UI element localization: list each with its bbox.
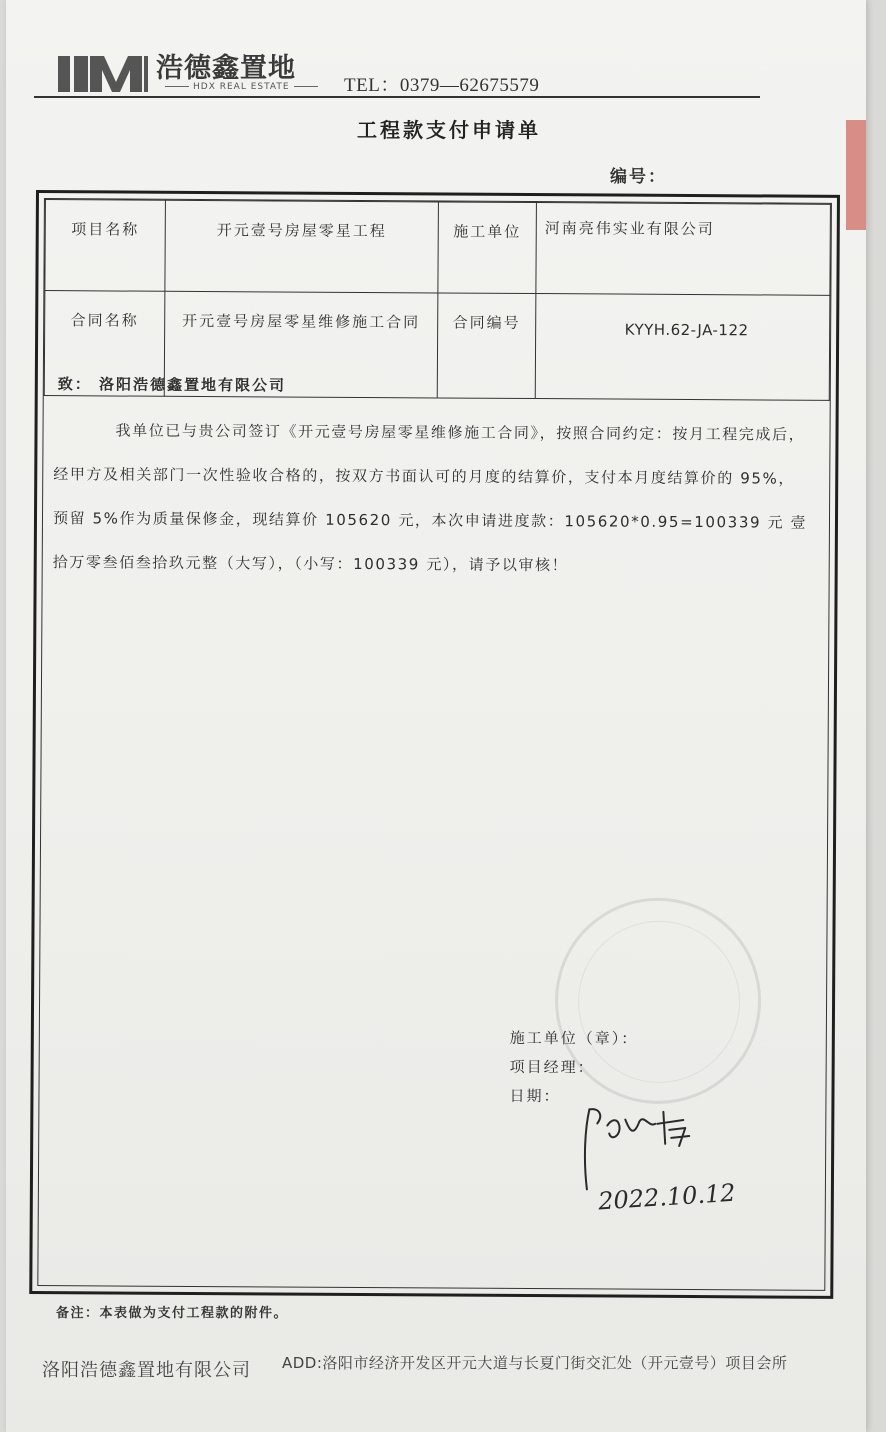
application-paragraph: 我单位已与贵公司签订《开元壹号房屋零星维修施工合同》，按照合同约定：按月工程完成后，经甲方及相关部门一次性验收合格的，按双方书面认可的月度的结算价，支付本月度结算价的 95%，预留 5%作为质量保修金，现结算价 105620 元，本次申请进度款：105620*0.95=100339 元 壹拾万零叁佰叁拾玖元整（大写），（小写：100339 元），请予以审核！ bbox=[52, 421, 808, 575]
handwritten-date: 2022.10.12 bbox=[597, 1178, 737, 1216]
date-label: 日期： bbox=[509, 1086, 561, 1106]
contractor-seal-label: 施工单位（章）： bbox=[509, 1028, 639, 1048]
form-frame bbox=[29, 190, 840, 1299]
contract-name-label: 合同名称 bbox=[44, 291, 165, 397]
header-divider bbox=[34, 96, 760, 98]
project-name-label: 项目名称 bbox=[45, 200, 166, 292]
footer-address: ADD:洛阳市经济开发区开元大道与长夏门街交汇处（开元壹号）项目会所 bbox=[282, 1354, 788, 1372]
company-name-en: HDX REAL ESTATE bbox=[161, 82, 322, 92]
contractor-label: 施工单位 bbox=[438, 202, 537, 294]
project-name-value: 开元壹号房屋零星工程 bbox=[165, 200, 439, 293]
company-logo-icon bbox=[58, 52, 148, 96]
telephone: TEL：0379—62675579 bbox=[344, 75, 540, 96]
form-inner-frame bbox=[37, 198, 832, 1291]
contract-name-value: 开元壹号房屋零星维修施工合同 bbox=[164, 291, 438, 398]
table-row bbox=[45, 200, 831, 296]
remark-note: 备注：本表做为支付工程款的附件。 bbox=[56, 1306, 289, 1321]
addressee: 致： 洛阳浩德鑫置地有限公司 bbox=[57, 375, 287, 395]
footer-company: 洛阳浩德鑫置地有限公司 bbox=[42, 1360, 251, 1381]
contract-number-value: KYYH.62-JA-122 bbox=[535, 294, 830, 401]
serial-number-label: 编号： bbox=[610, 167, 667, 187]
handwritten-signature bbox=[559, 1097, 760, 1228]
contract-number-label: 合同编号 bbox=[437, 293, 536, 399]
application-body bbox=[53, 359, 809, 589]
project-manager-label: 项目经理： bbox=[509, 1057, 595, 1077]
company-name-cn: 浩德鑫置地 bbox=[156, 53, 296, 84]
contractor-value: 河南亮伟实业有限公司 bbox=[536, 203, 831, 296]
document-title: 工程款支付申请单 bbox=[357, 118, 541, 142]
document-page bbox=[6, 0, 866, 1432]
